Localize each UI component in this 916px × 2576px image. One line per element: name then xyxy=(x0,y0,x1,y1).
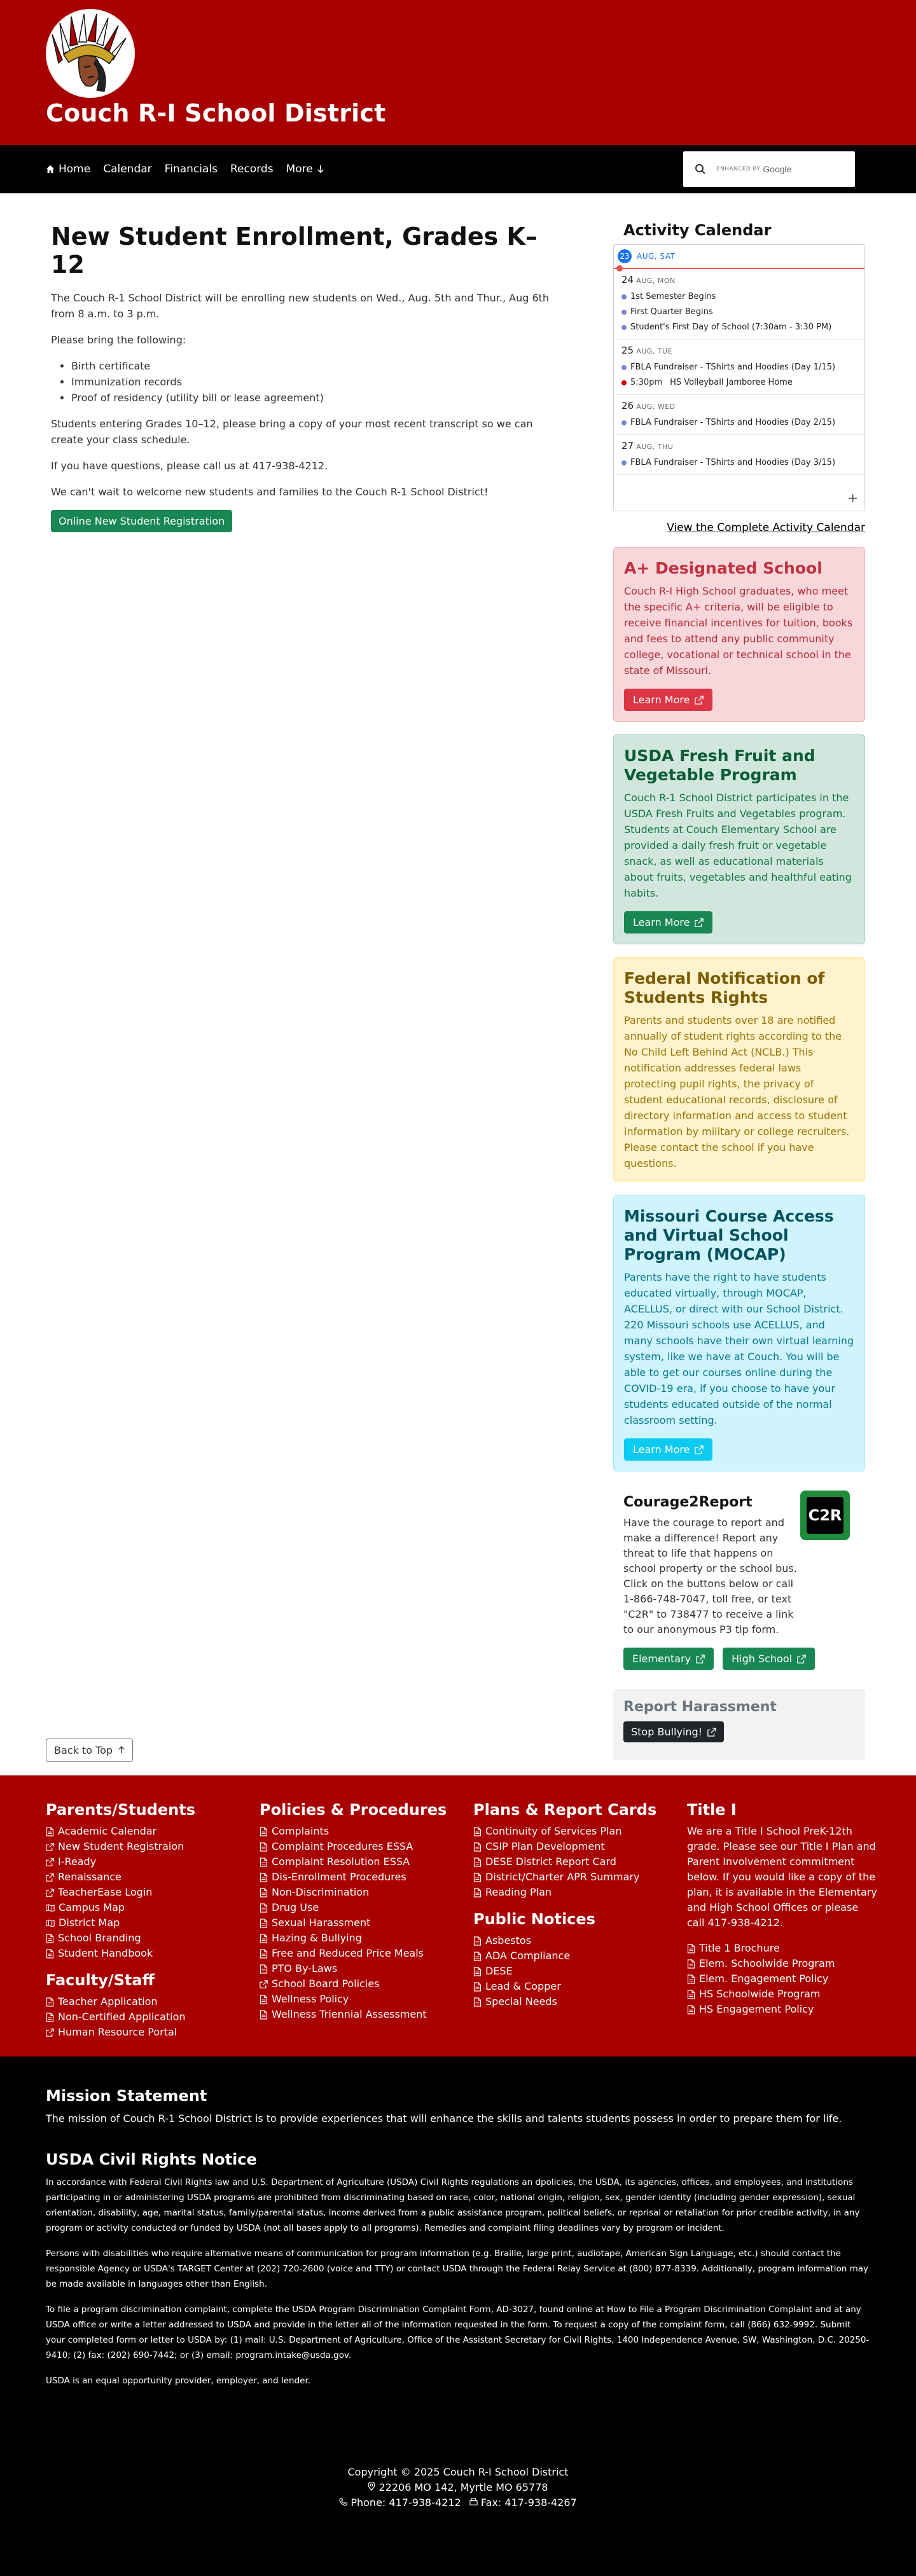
fax-text: Fax: 417-938-4267 xyxy=(480,2497,577,2509)
calendar-event[interactable] xyxy=(621,320,857,335)
back-to-top-button[interactable] xyxy=(46,1739,133,1762)
footer-link[interactable] xyxy=(46,2025,195,2040)
federal-rights-title: Federal Notification of Students Rights xyxy=(624,969,825,1007)
file-icon xyxy=(46,2013,54,2022)
map-pin-icon xyxy=(368,2482,375,2491)
footer-parents-title: Parents/Students xyxy=(46,1801,196,1819)
footer-link[interactable] xyxy=(687,1941,878,1956)
footer-link-label: HS Engagement Policy xyxy=(699,2003,814,2015)
calendar-day-number: 24 xyxy=(621,274,634,286)
footer-link-label: Academic Calendar xyxy=(58,1825,157,1837)
bring-item-immunization: • Immunization records xyxy=(71,374,560,390)
usda-card xyxy=(613,734,865,944)
file-icon xyxy=(260,1995,268,2004)
civil-rights-paragraph-4: USDA is an equal opportunity provider, employer, and lender. xyxy=(46,2376,311,2386)
footer-link[interactable] xyxy=(260,1885,447,1900)
footer-col-plans xyxy=(473,1801,656,2009)
search-icon[interactable] xyxy=(695,163,706,175)
footer-title1-body: We are a Title I School PreK-12th grade. Please see our Title I Plan and Parent Involvement commitment below. If you would like a copy of the plan, it is available in the Elementary and High School Offices or please call 417-938-4212. xyxy=(687,1825,877,1929)
calendar-day-number: 26 xyxy=(621,400,634,411)
footer-link[interactable] xyxy=(260,1900,447,1915)
footer-link-list xyxy=(46,1824,195,1961)
footer-link[interactable] xyxy=(260,2007,447,2022)
file-icon xyxy=(260,1842,268,1852)
file-icon xyxy=(260,1903,268,1913)
site-header xyxy=(0,0,916,145)
calendar-event[interactable] xyxy=(621,455,857,471)
footer-link[interactable] xyxy=(687,1956,878,1971)
phone-icon xyxy=(339,2498,347,2506)
event-dot-icon xyxy=(621,294,627,300)
footer-col-parents xyxy=(46,1801,195,2040)
footer-link-label: PTO By-Laws xyxy=(272,1962,338,1974)
calendar-event[interactable] xyxy=(621,289,857,305)
c2r-high-school-label: High School xyxy=(732,1653,793,1665)
file-icon xyxy=(473,1888,482,1898)
calendar-event-text: FBLA Fundraiser - TShirts and Hoodies (Day 3/15) xyxy=(630,458,836,467)
mocap-card xyxy=(613,1195,865,1471)
footer-link[interactable] xyxy=(473,1994,656,2009)
back-to-top-label: Back to Top xyxy=(54,1744,113,1756)
courage2report-body: Have the courage to report and make a difference! Report any threat to life that happens on school property or the school bus. Click on the buttons below or call 1-866-748-7047, toll free, or text "C2R" to 738477 to receive a link to our anonymous P3 tip form. xyxy=(623,1517,797,1636)
arrow-up-icon xyxy=(118,1746,125,1754)
calendar-event-text: First Quarter Begins xyxy=(630,307,713,317)
file-icon xyxy=(46,1949,54,1959)
add-to-calendar-icon[interactable]: + xyxy=(847,490,858,506)
calendar-day-label: AUG, THU xyxy=(636,443,674,451)
federal-rights-body: Parents and students over 18 are notified annually of student rights according to the No Child Left Behind Act (NCLB.) This notification addresses federal laws protecting pupil rights, the privacy of student educational records, disclosure of directory information and access to student information by military or college recruiters. Please contact the school if you have questions. xyxy=(624,1014,850,1169)
event-dot-icon xyxy=(621,420,627,425)
footer-link[interactable] xyxy=(260,1976,447,1992)
home-icon xyxy=(46,165,55,174)
nav-home-label: Home xyxy=(59,163,91,176)
external-link-icon xyxy=(260,1980,268,1988)
calendar-day-label: AUG, WED xyxy=(636,403,676,411)
calendar-day xyxy=(614,269,864,340)
footer-link-label: TeacherEase Login xyxy=(58,1886,153,1898)
file-icon xyxy=(687,1944,695,1953)
footer-link-label: School Board Policies xyxy=(272,1978,380,1990)
external-link-icon xyxy=(695,918,704,927)
calendar-event-text: FBLA Fundraiser - TShirts and Hoodies (Day 1/15) xyxy=(630,362,836,372)
enrollment-intro: The Couch R-1 School District will be enrolling new students on Wed., Aug. 5th and Thur., Aug 6th from 8 a.m. to 3 p.m. xyxy=(51,292,550,320)
file-icon xyxy=(260,1888,268,1898)
usda-card-body: Couch R-1 School District participates in the USDA Fresh Fruits and Vegetables program. Students at Couch Elementary School are provided a daily fresh fruit or vegetable snack, as well as educational materials about fruits, vegetables and healthful eating habits. xyxy=(624,792,852,899)
calendar-event[interactable] xyxy=(621,375,857,390)
event-dot-icon xyxy=(621,365,627,370)
footer-link-label: ADA Compliance xyxy=(485,1950,571,1962)
footer-link[interactable] xyxy=(46,1931,195,1946)
footer-link[interactable] xyxy=(473,1885,656,1900)
footer-link[interactable] xyxy=(46,2009,195,2025)
footer-link[interactable] xyxy=(46,1824,195,1839)
external-link-icon xyxy=(695,696,704,705)
file-icon xyxy=(473,1982,482,1992)
footer-link-label: Wellness Policy xyxy=(272,1993,349,2005)
footer-link[interactable] xyxy=(46,1839,195,1854)
footer-link[interactable] xyxy=(260,1870,447,1885)
activity-calendar[interactable] xyxy=(613,244,865,511)
transcript-note: Students entering Grades 10–12, please bring a copy of your most recent transcript so we can create your class schedule. xyxy=(51,418,533,446)
c2r-logo xyxy=(800,1491,850,1540)
calendar-current-day xyxy=(614,245,864,269)
calendar-today-label: AUG, SAT xyxy=(637,252,676,261)
welcome-note: We can't wait to welcome new students and families to the Couch R-1 School District! xyxy=(51,486,489,498)
mocap-learn-more-button[interactable] xyxy=(624,1438,712,1461)
nav-home[interactable] xyxy=(46,163,90,176)
aplus-learn-more-label: Learn More xyxy=(633,694,690,706)
footer-link-label: Complaints xyxy=(272,1825,330,1837)
file-icon xyxy=(46,1934,54,1943)
aplus-card xyxy=(613,547,865,722)
file-icon xyxy=(260,1857,268,1867)
calendar-title: Activity Calendar xyxy=(623,221,772,239)
footer-link[interactable] xyxy=(260,1915,447,1931)
calendar-day-number: 27 xyxy=(621,440,634,451)
file-icon xyxy=(260,1964,268,1974)
bring-item-residency: • Proof of residency (utility bill or lease agreement) xyxy=(71,390,560,406)
footer-link-label: HS Schoolwide Program xyxy=(699,1988,821,2000)
report-harassment-title: Report Harassment xyxy=(623,1699,777,1715)
bring-label: Please bring the following: xyxy=(51,334,186,346)
footer-link-label: Complaint Resolution ESSA xyxy=(272,1856,410,1868)
file-icon xyxy=(473,1967,482,1976)
nav-records[interactable]: Records xyxy=(230,163,274,176)
footer-link-list xyxy=(687,1941,878,2017)
file-icon xyxy=(687,1959,695,1969)
file-icon xyxy=(687,1974,695,1984)
footer-title1-title: Title I xyxy=(687,1801,737,1819)
arrow-down-icon xyxy=(317,165,324,174)
address xyxy=(0,2480,916,2495)
copyright-text: Copyright © 2025 Couch R-I School District xyxy=(347,2466,569,2478)
file-icon xyxy=(260,1827,268,1836)
footer-link-label: Hazing & Bullying xyxy=(272,1932,362,1944)
footer-link-label: District/Charter APR Summary xyxy=(485,1871,640,1883)
event-dot-icon xyxy=(621,310,627,315)
file-icon xyxy=(473,1827,482,1836)
mission-title: Mission Statement xyxy=(46,2087,207,2105)
footer-link-label: Campus Map xyxy=(59,1901,125,1913)
footer-link[interactable] xyxy=(473,1948,656,1964)
footer-link[interactable] xyxy=(473,1979,656,1994)
nav-more-label: More xyxy=(286,163,313,176)
external-link-icon xyxy=(695,1445,704,1454)
footer-link-label: I-Ready xyxy=(58,1856,97,1868)
footer-link-list xyxy=(473,1824,656,1900)
nav-financials[interactable]: Financials xyxy=(164,163,218,176)
external-link-icon xyxy=(46,1858,54,1866)
footer-link-label: DESE xyxy=(485,1965,513,1977)
footer-link[interactable] xyxy=(46,1994,195,2009)
c2r-elementary-label: Elementary xyxy=(632,1653,691,1665)
external-link-icon xyxy=(707,1728,716,1737)
footer-link-label: Special Needs xyxy=(485,1995,557,2008)
footer-link-label: Teacher Application xyxy=(58,1995,158,2008)
calendar-event-text: HS Volleyball Jamboree Home xyxy=(670,378,793,387)
footer-link-label: DESE District Report Card xyxy=(485,1856,616,1868)
district-logo[interactable] xyxy=(46,9,135,98)
civil-rights-paragraph-3: To file a program discrimination complaint, complete the USDA Program Discrimination Complaint Form, AD-3027, found online at How to File a Program Discrimination Complaint and at any USDA office or write a letter addressed to USDA and provide in the letter all of the information requested in the form. To request a copy of the complaint form, call (866) 632-9992. Submit your completed form or letter to USDA by: (1) mail: U.S. Department of Agriculture, Office of the Assistant Secretary for Civil Rights, 1400 Independence Avenue, SW, Washington, D.C. 20250-9410; (2) fax: (202) 690-7442; or (3) email: program.intake@usda.gov. xyxy=(46,2304,870,2360)
calendar-day xyxy=(614,395,864,435)
mission-statement: The mission of Couch R-1 School District is to provide experiences that will enhance the skills and talents students possess in order to prepare them for life. xyxy=(46,2112,842,2125)
stop-bullying-label: Stop Bullying! xyxy=(631,1726,703,1738)
main-content xyxy=(51,223,560,532)
stop-bullying-button[interactable] xyxy=(623,1721,724,1742)
external-link-icon xyxy=(46,1889,54,1897)
footer-link[interactable] xyxy=(260,1824,447,1839)
footer-link[interactable] xyxy=(260,1854,447,1870)
file-icon xyxy=(687,1990,695,1999)
footer-link-label: Non-Certified Application xyxy=(58,2011,186,2023)
external-link-icon xyxy=(696,1655,705,1663)
file-icon xyxy=(260,1934,268,1943)
footer-link-label: Complaint Procedures ESSA xyxy=(272,1840,413,1852)
fax-icon xyxy=(469,2498,478,2506)
file-icon xyxy=(687,2005,695,2015)
footer-col-policies xyxy=(260,1801,447,2022)
site-title[interactable]: Couch R-I School District xyxy=(46,99,386,127)
map-icon xyxy=(46,1919,55,1927)
event-dot-icon xyxy=(621,380,627,385)
calendar-event[interactable] xyxy=(621,415,857,430)
file-icon xyxy=(473,1873,482,1882)
footer-link[interactable] xyxy=(46,1915,195,1931)
file-icon xyxy=(260,2010,268,2020)
footer-policies-title: Policies & Procedures xyxy=(260,1801,447,1819)
footer-link-label: CSIP Plan Development xyxy=(485,1840,605,1852)
external-link-icon xyxy=(797,1655,806,1663)
online-registration-button[interactable]: Online New Student Registration xyxy=(51,510,232,532)
calendar-day-number: 25 xyxy=(621,345,634,356)
footer-link-label: Dis-Enrollment Procedures xyxy=(272,1871,406,1883)
search-enhanced-by: ENHANCED BY xyxy=(716,166,761,172)
report-harassment-section xyxy=(613,1689,865,1760)
page-title: New Student Enrollment, Grades K–12 xyxy=(51,223,538,279)
file-icon xyxy=(473,1842,482,1852)
mocap-card-body: Parents have the right to have students educated virtually, through MOCAP, ACELLUS, or direct with our School District. 220 Missouri schools use ACELLUS, and many schools have their own virtual learning system, like we have at Couch. You will be able to get our courses online during the COVID-19 era, if you choose to have your students educated outside of the normal classroom setting. xyxy=(624,1271,854,1426)
footer-link[interactable] xyxy=(687,1987,878,2002)
footer-link-label: Sexual Harassment xyxy=(272,1917,371,1929)
c2r-logo-text: C2R xyxy=(807,1497,843,1534)
external-link-icon xyxy=(46,2028,54,2037)
bring-list xyxy=(51,358,560,406)
main-nav xyxy=(0,145,916,193)
footer-links xyxy=(0,1775,916,2056)
footer-link-label: Elem. Engagement Policy xyxy=(699,1973,829,1985)
footer-link[interactable] xyxy=(687,2002,878,2017)
map-icon xyxy=(46,1904,55,1912)
external-link-icon xyxy=(46,1873,54,1882)
footer-link[interactable] xyxy=(260,1839,447,1854)
calendar-day xyxy=(614,435,864,475)
footer-faculty-title: Faculty/Staff xyxy=(46,1971,155,1989)
footer-link-list xyxy=(473,1933,656,2009)
calendar-event[interactable] xyxy=(621,305,857,320)
footer-link[interactable] xyxy=(473,1839,656,1854)
aplus-learn-more-button[interactable] xyxy=(624,689,712,711)
footer-link[interactable] xyxy=(260,1931,447,1946)
footer-link-label: Human Resource Portal xyxy=(58,2026,177,2038)
usda-learn-more-label: Learn More xyxy=(633,916,690,928)
civil-rights-paragraph-1: In accordance with Federal Civil Rights law and U.S. Department of Agriculture (USDA) Civil Rights regulations an dpolicies, the USDA, its agencies, offices, and employees, and institutions participating in or administering USDA programs are prohibited from discriminating based on race, color, national origin, religion, sex, gender identity (including gender expression), sexual orientation, disability, age, marital status, family/parental status, income derived from a public assistance program, political beliefs, or reprisal or retaliation for prior credible activity, in any program or activity conducted or funded by USDA (not all bases apply to all programs). Remedies and complaint filing deadlines vary by program or incident. xyxy=(46,2177,860,2233)
phone-text[interactable]: Phone: 417-938-4212 xyxy=(350,2497,461,2509)
footer-link-label: Renaissance xyxy=(58,1871,121,1883)
footer-link-label: Reading Plan xyxy=(485,1886,552,1898)
calendar-event-text: 1st Semester Begins xyxy=(630,292,716,301)
footer-link[interactable] xyxy=(687,1971,878,1987)
footer-link-label: Free and Reduced Price Meals xyxy=(272,1947,424,1959)
footer-link[interactable] xyxy=(46,1900,195,1915)
c2r-elementary-button[interactable] xyxy=(623,1648,714,1670)
nav-calendar[interactable]: Calendar xyxy=(103,163,152,176)
footer-plans-title: Plans & Report Cards xyxy=(473,1801,657,1819)
footer-link-label: Asbestos xyxy=(485,1934,532,1946)
calendar-event-time: 5:30pm xyxy=(630,378,663,387)
event-dot-icon xyxy=(621,460,627,465)
courage2report-title: Courage2Report xyxy=(623,1494,753,1510)
file-icon xyxy=(473,1857,482,1867)
footer-link-label: Wellness Triennial Assessment xyxy=(272,2008,427,2020)
aplus-card-title: A+ Designated School xyxy=(624,559,822,577)
external-link-icon xyxy=(46,1843,54,1851)
aplus-card-body: Couch R-I High School graduates, who meet the specific A+ criteria, will be eligible to receive financial incentives for tuition, books and fees to attend any public community college, vocational or technical school in the state of Missouri. xyxy=(624,585,853,677)
footer-link-label: Non-Discrimination xyxy=(272,1886,370,1898)
sidebar xyxy=(613,219,865,1760)
footer-link[interactable] xyxy=(473,1824,656,1839)
c2r-high-school-button[interactable] xyxy=(723,1648,815,1670)
footer-link-list xyxy=(46,1994,195,2040)
file-icon xyxy=(473,1997,482,2007)
now-indicator-icon xyxy=(616,265,623,272)
calendar-day xyxy=(614,340,864,395)
address-text: 22206 MO 142, Myrtle MO 65778 xyxy=(378,2481,548,2493)
footer-link[interactable] xyxy=(46,1885,195,1900)
calendar-today-badge: 23 xyxy=(618,249,632,263)
footer-link-list xyxy=(260,1824,447,2022)
file-icon xyxy=(473,1936,482,1946)
search-box[interactable] xyxy=(683,151,855,187)
file-icon xyxy=(473,1952,482,1961)
footer-link[interactable] xyxy=(46,1870,195,1885)
mocap-card-title: Missouri Course Access and Virtual School Program (MOCAP) xyxy=(624,1207,834,1264)
nav-more[interactable] xyxy=(286,163,324,176)
civil-rights-title: USDA Civil Rights Notice xyxy=(46,2151,257,2168)
file-icon xyxy=(260,1873,268,1882)
bring-item-birth-certificate: • Birth certificate xyxy=(71,358,560,374)
footer-notices-title: Public Notices xyxy=(473,1910,595,1928)
footer-link-label: Student Handbook xyxy=(58,1947,153,1959)
footer-link-label: Title 1 Brochure xyxy=(699,1942,780,1954)
footer-link-label: District Map xyxy=(59,1917,120,1929)
calendar-event[interactable] xyxy=(621,360,857,375)
footer-link-label: Elem. Schoolwide Program xyxy=(699,1957,835,1969)
calendar-event-text: Student's First Day of School (7:30am - 3:30 PM) xyxy=(630,322,832,332)
mocap-learn-more-label: Learn More xyxy=(633,1443,690,1456)
footer-link[interactable] xyxy=(473,1854,656,1870)
federal-rights-card xyxy=(613,957,865,1182)
footer-link-label: Continuity of Services Plan xyxy=(485,1825,622,1837)
file-icon xyxy=(260,1918,268,1928)
footer-link[interactable] xyxy=(46,1854,195,1870)
footer-link[interactable] xyxy=(473,1933,656,1948)
footer-link[interactable] xyxy=(473,1870,656,1885)
footer-link[interactable] xyxy=(473,1964,656,1979)
usda-card-title: USDA Fresh Fruit and Vegetable Program xyxy=(624,747,815,784)
calendar-day-label: AUG, MON xyxy=(636,277,676,285)
contact-line xyxy=(0,2495,916,2511)
footer-link-label: School Branding xyxy=(58,1932,141,1944)
footer-link[interactable] xyxy=(260,1946,447,1961)
usda-learn-more-button[interactable] xyxy=(624,911,712,933)
file-icon xyxy=(46,1827,54,1836)
event-dot-icon xyxy=(621,325,627,330)
copyright-block xyxy=(0,2465,916,2511)
file-icon xyxy=(260,1949,268,1959)
civil-rights-paragraph-2: Persons with disabilities who require alternative means of communication for program information (e.g. Braille, large print, audiotape, American Sign Language, etc.) should contact the responsible Agency or USDA's TARGET Center at (202) 720-2600 (voice and TTY) or contact USDA through the Federal Relay Service at (800) 877-8339. Additionally, program information may be made available in languages other than English. xyxy=(46,2249,868,2289)
footer-link-label: Lead & Copper xyxy=(485,1980,561,1992)
search-google-label: Google xyxy=(763,164,792,174)
questions-note: If you have questions, please call us at 417-938-4212. xyxy=(51,460,328,472)
footer-col-title1 xyxy=(687,1801,878,2017)
calendar-day-label: AUG, TUE xyxy=(636,347,673,355)
footer-link[interactable] xyxy=(260,1992,447,2007)
footer-link-label: New Student Registraion xyxy=(58,1840,184,1852)
chief-logo-icon xyxy=(46,9,135,98)
view-complete-calendar-link[interactable]: View the Complete Activity Calendar xyxy=(667,521,865,534)
footer-link[interactable] xyxy=(260,1961,447,1976)
calendar-event-text: FBLA Fundraiser - TShirts and Hoodies (Day 2/15) xyxy=(630,418,836,427)
file-icon xyxy=(46,1997,54,2007)
footer-link-label: Drug Use xyxy=(272,1901,319,1913)
courage2report-section xyxy=(613,1487,865,1670)
footer-link[interactable] xyxy=(46,1946,195,1961)
